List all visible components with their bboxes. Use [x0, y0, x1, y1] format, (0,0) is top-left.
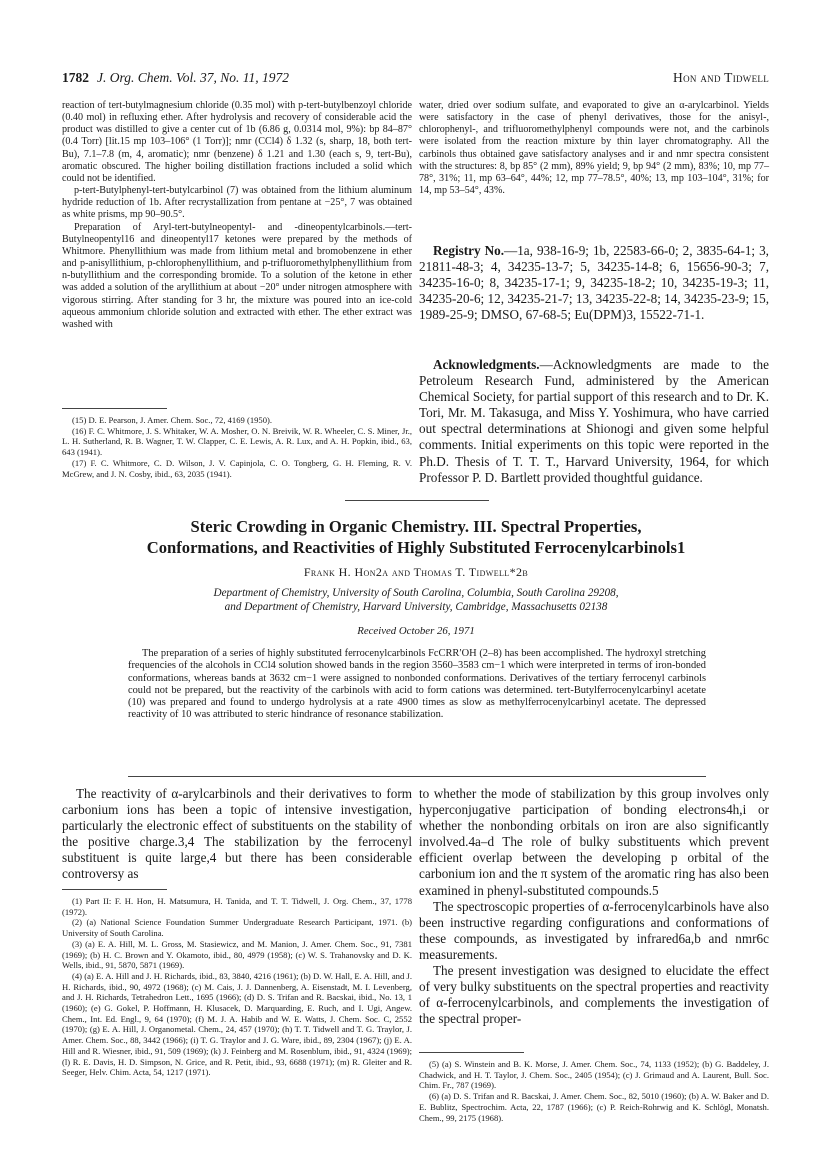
running-header [62, 70, 769, 88]
experimental-paragraph: water, dried over sodium sulfate, and evaporated to give an α-arylcarbinol. Yields were satisfactory in the case of phenyl derivatives, those for the anisyl-, chlorophenyl-, and trifluoromethylphenyl compounds were not, and the carbinols were isolated from the reaction mixture by thin layer chromatography. All the carbinols thus obtained gave satisfactory analyses and ir and nmr spectra consistent with the structures: 8, bp 85° (2 mm), 89% yield; 9, bp 94° (2 mm), 83%; 10, mp 77–78°, 31%; 11, mp 63–64°, 44%; 12, mp 77–78.5°, 40%; 13, mp 103–104°, 31%; for 14, mp 53–54°, 43%. [419, 100, 769, 197]
abstract-rule [128, 776, 706, 777]
article-authors: Frank H. Hon2a and Thomas T. Tidwell*2b [303, 565, 529, 579]
experimental-continuation [62, 100, 412, 331]
footnote-rule [62, 889, 167, 890]
footnote: (6) (a) D. S. Trifan and R. Bacskai, J. Amer. Chem. Soc., 82, 5010 (1960); (b) A. W. Baker and D. E. Bublitz, Spectrochim. Acta, 22, 1787 (1966); (c) P. Reich-Rohrwig and K. Schlögl, Monatsh. Chem., 99, 2175 (1968). [419, 1091, 769, 1123]
registry-label: Registry No. [433, 243, 505, 258]
registry-numbers: —1a, 938-16-9; 1b, 22583-66-0; 2, 3835-64-1; 3, 21811-48-3; 4, 34235-13-7; 5, 34235-14-8; 6, 15656-90-3; 7, 34235-16-0; 8, 34235-17-1; 9, 34235-18-2; 10, 34235-19-3; 11, 34235-20-6; 12, 34235-21-7; 13, 34235-22-8; 14, 34235-23-9; 15, 1989-25-9; DMSO, 67-68-5; Eu(DPM)3, 15522-71-1. [419, 243, 769, 323]
footnote-rule [419, 1052, 524, 1053]
acknowledgments-section [419, 357, 769, 486]
abstract [128, 648, 706, 722]
affiliation-line: Department of Chemistry, University of South Carolina, Columbia, South Carolina 29208, [213, 587, 619, 599]
experimental-right [419, 100, 769, 197]
footnotes-bottom-right [419, 1059, 769, 1123]
page-number: 1782 [62, 70, 89, 85]
intro-paragraph: The reactivity of α-arylcarbinols and their derivatives to form carbonium ions has been a topic of intensive investigation, particularly the electronic effect of substituents on the stability of the positive charge.3,4 The stabilization by the ferrocenyl substituent is quite large,4 but there has been considerable controversy as [62, 786, 412, 882]
registry-section [419, 243, 769, 323]
footnote: (16) F. C. Whitmore, J. S. Whitaker, W. A. Mosher, O. N. Breivik, W. R. Wheeler, C. S. Miner, Jr., L. H. Sutherland, R. B. Wagner, T. W. Clapper, C. E. Lewis, A. R. Lux, and A. H. Popkin, ibid., 63, 643 (1941). [62, 425, 412, 458]
footnote: (5) (a) S. Winstein and B. K. Morse, J. Amer. Chem. Soc., 74, 1133 (1952); (b) G. Baddeley, J. Chadwick, and H. T. Taylor, J. Chem. Soc., 2405 (1954); (c) J. Grimaud and A. Laurent, Bull. Soc. Chim. Fr., 787 (1969). [419, 1059, 769, 1091]
introduction-right [419, 786, 769, 1027]
footnote-rule [62, 408, 167, 409]
experimental-paragraph: Preparation of Aryl-tert-butylneopentyl- and -dineopentylcarbinols.—tert-Butylneopentyl16 and dineopentyl17 ketones were prepared by the methods of Whitmore. Phenyllithium was made from lithium metal and bromobenzene in ether and p-anisyllithium, p-chlorophenyllithium, and p-trifluoromethylphenyllithium from n-butyllithium and the corresponding bromide. To a solution of the ketone in ether was added a solution of the aryllithium at about −20° under nitrogen atmosphere with vigorous stirring. After standing for 3 hr, the mixture was poured into an ice-cold aqueous ammonium chloride solution and extracted with ether. The ether extract was washed with [62, 221, 412, 330]
header-left [62, 70, 289, 86]
affiliation [62, 586, 770, 614]
footnote: (2) (a) National Science Foundation Summer Undergraduate Research Participant, 1971. (b) University of South Carolina. [62, 917, 412, 939]
affiliation-line: and Department of Chemistry, Harvard University, Cambridge, Massachusetts 02138 [224, 601, 608, 613]
intro-paragraph: to whether the mode of stabilization by this group involves only hyperconjugative participation of bonding electrons4h,i or whether the nonbonding orbitals on iron are also significantly involved.4a–d The role of bulky substituents which prevent efficient overlap between the developing p orbital of the carbonium ion and the π system of the aromatic ring has also been examined in phenyl-substituted compounds.5 [419, 786, 769, 898]
footnotes-bottom-left [62, 896, 412, 1078]
footnotes-top-left [62, 415, 412, 479]
title-line: Conformations, and Reactivities of Highly Substituted Ferrocenylcarbinols1 [146, 538, 686, 557]
running-authors: Hon and Tidwell [673, 70, 769, 85]
title-line: Steric Crowding in Organic Chemistry. III. Spectral Properties, [190, 517, 642, 536]
footnote: (3) (a) E. A. Hill, M. L. Gross, M. Stasiewicz, and M. Manion, J. Amer. Chem. Soc., 91, 7381 (1969); (b) H. C. Brown and Y. Okamoto, ibid., 80, 4979 (1958); (c) W. S. Trahanovsky and D. K. Wells, ibid., 91, 5870, 5871 (1969). [62, 938, 412, 971]
introduction-left [62, 786, 412, 883]
intro-paragraph: The present investigation was designed to elucidate the effect of very bulky substituents on the spectral properties and reactivity of α-ferrocenylcarbinols, and complements the investigation of the spectral proper- [419, 963, 769, 1027]
acknowledgments-label: Acknowledgments. [433, 357, 540, 372]
received-date: Received October 26, 1971 [357, 625, 475, 637]
article-separator [345, 500, 489, 501]
abstract-text: The preparation of a series of highly substituted ferrocenylcarbinols FcCRR′OH (2–8) has been accomplished. The hydroxyl stretching frequencies of the alcohols in CCl4 solution showed bands in the region 3560–3583 cm−1 which were interpreted in terms of iron-bonded conformations, whereas bands at 3632 cm−1 were assigned to nonbonded conformations. Derivatives of the tertiary ferrocenyl carbinols could not be prepared, but the reactivity of the carbinols with acid to form cations was determined. tert-Butylferrocenylcarbinyl acetate (10) was prepared and found to undergo hydrolysis at a rate 4900 times as slow as methylferrocenylcarbinyl acetate. The depressed reactivity of 10 was attributed to steric hindrance of resonance stabilization. [128, 648, 706, 721]
experimental-paragraph: reaction of tert-butylmagnesium chloride (0.35 mol) with p-tert-butylbenzoyl chloride (0.40 mol) in refluxing ether. After hydrolysis and recovery of considerable acid the product was distilled to give a center cut of 1b (6.86 g, 0.0314 mol, 9%): bp 84–87° (0.4 Torr) [lit.15 mp 103–106° (1 Torr)]; nmr (CCl4) δ 1.32 (s, sharp, 18, both tert-Bu), 7.1–7.8 (m, 4, aromatic); nmr (benzene) δ 1.21 and 1.30 (each s, 9, tert-Bu), aromatic obscured. The higher boiling distillation fractions included a solid which could not be identified. [62, 100, 412, 184]
experimental-paragraph: p-tert-Butylphenyl-tert-butylcarbinol (7) was obtained from the lithium aluminum hydride reduction of 1b. After recrystallization from pentane at −25°, 7 was obtained as white prisms, mp 90–90.5°. [62, 185, 412, 221]
acknowledgments-text: —Acknowledgments are made to the Petroleum Research Fund, administered by the American Chemical Society, for partial support of this research and to Dr. K. Tori, Mr. M. Takasuga, and Miss Y. Yoshimura, who have carried out spectral determinations at Shionogi and given some helpful comments. Initial experiments on this topic were reported in the Ph.D. Thesis of T. T. T., Harvard University, 1964, for which Professor P. D. Bartlett provided thoughtful guidance. [419, 357, 769, 485]
journal-citation: J. Org. Chem. Vol. 37, No. 11, 1972 [97, 70, 289, 85]
footnote: (4) (a) E. A. Hill and J. H. Richards, ibid., 83, 3840, 4216 (1961); (b) D. W. Hall, E. A. Hill, and J. H. Richards, ibid., 90, 4972 (1968); (c) M. Cais, J. J. Dannenberg, A. Eisenstadt, M. I. Levenberg, and J. H. Richards, Tetrahedron Lett., 1695 (1966); (d) D. S. Trifan and R. Bacskai, ibid., No. 13, 1 (1960); (e) G. Gokel, P. Hoffmann, H. Klusacek, D. Marquarding, E. Ruch, and I. Ugi, Angew. Chem., Int. Ed. Engl., 9, 64 (1970); (f) M. J. A. Habib and W. E. Watts, J. Chem. Soc. C, 2552 (1970); (g) E. A. Hill, J. Organometal. Chem., 24, 457 (1970); (h) T. T. Tidwell and T. G. Traylor, J. Amer. Chem. Soc., 88, 3442 (1966); (i) T. G. Traylor and J. G. Ware, ibid., 89, 2304 (1967); (j) E. A. Hill and R. Wiesner, ibid., 91, 509 (1969); (k) J. Feinberg and M. Rosenblum, ibid., 91, 4324 (1969); (l) R. E. Davis, H. D. Simpson, N. Grice, and R. Petit, ibid., 93, 6688 (1971); (m) R. Gleiter and R. Seeger, Helv. Chim. Acta, 54, 1217 (1971). [62, 970, 412, 1078]
footnote: (1) Part II: F. H. Hon, H. Matsumura, H. Tanida, and T. T. Tidwell, J. Org. Chem., 37, 1778 (1972). [62, 896, 412, 917]
intro-paragraph: The spectroscopic properties of α-ferrocenylcarbinols have also been instructive regarding configurations and conformations of these compounds, as investigated by infrared6a,b and nmr6c measurements. [419, 898, 769, 962]
article-title [62, 516, 770, 558]
footnote: (17) F. C. Whitmore, C. D. Wilson, J. V. Capinjola, C. O. Tongberg, G. H. Fleming, R. V. McGrew, and J. N. Cosby, ibid., 63, 2035 (1941). [62, 457, 412, 479]
footnote: (15) D. E. Pearson, J. Amer. Chem. Soc., 72, 4169 (1950). [72, 415, 273, 425]
